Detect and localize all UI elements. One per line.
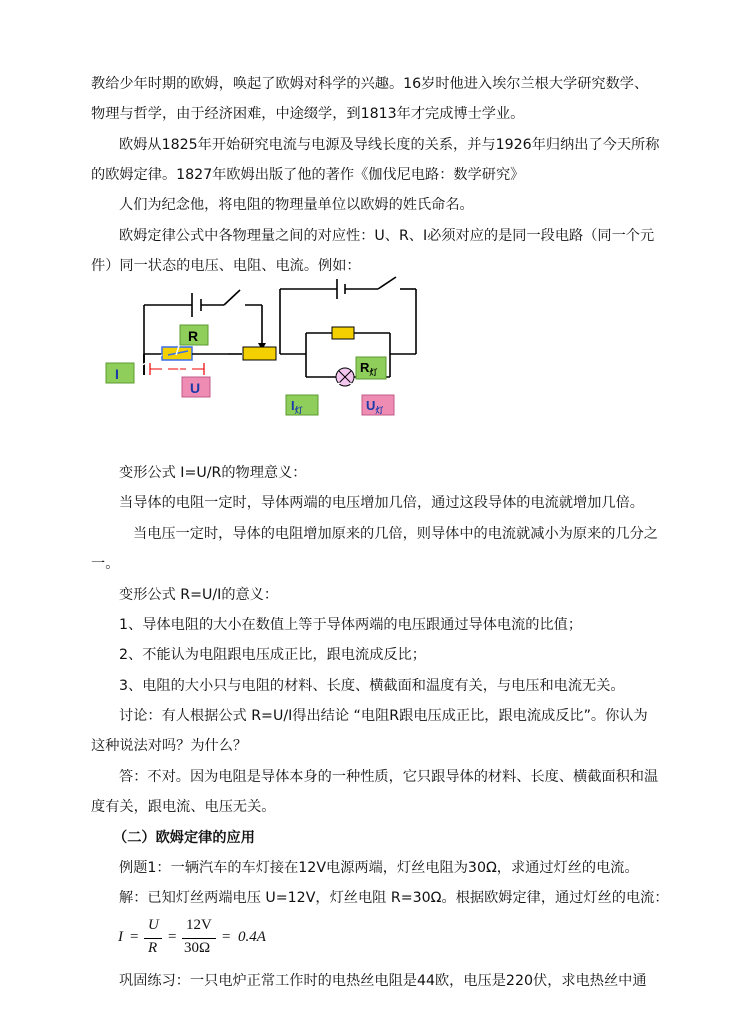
paragraph-line: 解：已知灯丝两端电压 U=12V，灯丝电阻 R=30Ω。根据欧姆定律，通过灯丝的电流： [119,890,669,906]
paragraph-line: 1、导体电阻的大小在数值上等于导体两端的电压跟通过导体电流的比值； [119,617,583,633]
formula-eq3: = [222,929,231,945]
paragraph-line: 答：不对。因为电阻是导体本身的一种性质，它只跟导体的材料、长度、横截面积和温 [119,769,659,785]
label-U: U [190,380,201,396]
label-I: I [115,366,119,382]
fraction-bar [182,938,216,939]
formula-den2: 30Ω [184,940,211,956]
formula-result: 0.4A [238,929,266,945]
paragraph-line: 人们为纪念他，将电阻的物理量单位以欧姆的姓氏命名。 [119,197,474,213]
paragraph-line: 3、电阻的大小只与电阻的材料、长度、横截面和温度有关，与电压和电流无关。 [119,678,625,694]
formula-num1: U [148,917,159,933]
label-R-lamp: R [360,360,370,375]
label-I-lamp-sub: 灯 [294,406,303,415]
paragraph-line: 欧姆定律公式中各物理量之间的对应性：U、R、I必须对应的是同一段电路（同一个元 [119,228,655,244]
formula-lhs: I [118,929,123,945]
section-heading: （二）欧姆定律的应用 [113,830,255,846]
formula-den1: R [148,940,158,956]
paragraph-line: 教给少年时期的欧姆，唤起了欧姆对科学的兴趣。16岁时他进入埃尔兰根大学研究数学、 [91,76,649,92]
paragraph-line: 欧姆从1825年开始研究电流与电源及导线长度的关系，并与1926年归纳出了今天所称 [119,137,660,153]
paragraph-line: 的欧姆定律。1827年欧姆出版了他的著作《伽伐尼电路：数学研究》 [91,167,525,183]
paragraph-line: 当电压一定时，导体的电阻增加原来的几倍，则导体中的电流就减小为原来的几分之 [133,526,658,542]
paragraph-line: 当导体的电阻一定时，导体两端的电压增加几倍，通过这段导体的电流就增加几倍。 [119,495,644,511]
paragraph-line: 件）同一状态的电压、电阻、电流。例如： [91,258,361,274]
paragraph-line: 这种说法对吗？为什么？ [91,738,248,754]
paragraph-line: 2、不能认为电阻跟电压成正比，跟电流成反比； [119,647,426,663]
formula-num2: 12V [186,917,212,933]
label-U-lamp: U [366,398,376,413]
label-R: R [188,328,199,344]
paragraph-line: 度有关，跟电流、电压无关。 [91,799,276,815]
formula-eq1: = [130,929,139,945]
paragraph-line: 一。 [91,556,120,572]
label-U-lamp-sub: 灯 [375,406,384,415]
paragraph-line: 变形公式 I=U/R的物理意义： [119,465,307,481]
paragraph-line: 巩固练习：一只电炉正常工作时的电热丝电阻是44欧，电压是220伏，求电热丝中通 [119,973,647,989]
paragraph-line: 例题1：一辆汽车的车灯接在12V电源两端，灯丝电阻为30Ω，求通过灯丝的电流。 [119,860,639,876]
paragraph-line: 物理与哲学，由于经济困难，中途缀学，到1813年才完成博士学业。 [91,106,525,122]
formula-eq2: = [168,929,177,945]
label-R-lamp-sub: 灯 [369,368,378,377]
circuit-diagram [100,275,430,435]
paragraph-line: 变形公式 R=U/I的意义： [119,587,279,603]
paragraph-line: 讨论：有人根据公式 R=U/I得出结论 “电阻R跟电压成正比，跟电流成反比”。你认为 [119,708,648,724]
label-I-lamp: I [291,398,295,413]
fraction-bar [144,938,162,939]
formula [118,915,278,963]
